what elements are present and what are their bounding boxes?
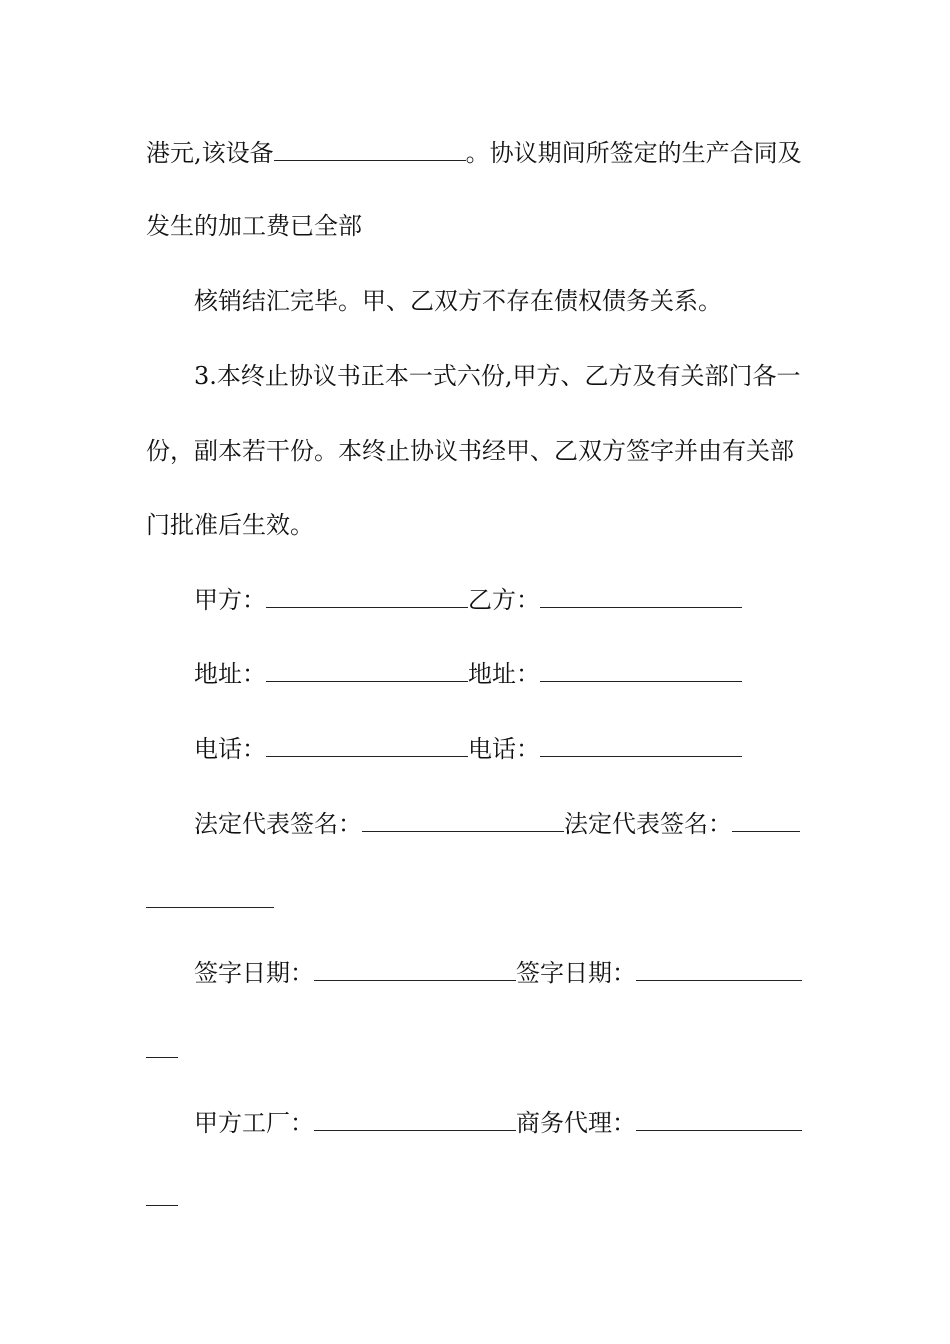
date-row [194,958,802,988]
agent-blank [636,1108,802,1131]
date-b-label: 签字日期： [516,959,636,987]
rep-b-blank-continuation [146,906,274,908]
address-row [194,659,742,689]
paragraph2-line3: 门批准后生效。 [146,511,314,539]
paragraph1-line2: 发生的加工费已全部 [146,212,362,240]
address-b-label: 地址： [468,660,540,688]
date-a-label: 签字日期： [194,959,314,987]
agent-label: 商务代理： [516,1109,636,1137]
party-a-blank [266,585,468,608]
paragraph2-line2: 份，副本若干份。本终止协议书经甲、乙双方签字并由有关部 [146,437,794,465]
factory-agent-row [194,1108,802,1138]
party-b-blank [540,585,742,608]
address-a-blank [266,659,468,682]
agent-blank-continuation [146,1204,178,1206]
rep-a-blank [362,809,564,832]
phone-b-blank [540,734,742,757]
paragraph1-line1-prefix: 港元,该设备 [146,139,274,167]
phone-b-label: 电话： [468,735,540,763]
paragraph1-line3: 核销结汇完毕。甲、乙双方不存在债权债务关系。 [194,287,722,315]
rep-b-label: 法定代表签名： [564,810,732,838]
party-a-label: 甲方： [194,586,266,614]
rep-a-label: 法定代表签名： [194,810,362,838]
factory-blank [314,1108,516,1131]
address-b-blank [540,659,742,682]
phone-row [194,734,742,764]
representative-row [194,809,800,839]
address-a-label: 地址： [194,660,266,688]
date-b-blank-continuation [146,1056,178,1058]
party-row [194,585,742,615]
rep-b-blank [732,809,800,832]
paragraph1-line1-suffix: 。协议期间所签定的生产合同及 [465,139,802,167]
paragraph1-line1 [146,138,802,168]
phone-a-blank [266,734,468,757]
date-b-blank [636,958,802,981]
date-a-blank [314,958,516,981]
equipment-blank [274,138,466,161]
party-b-label: 乙方： [468,586,540,614]
phone-a-label: 电话： [194,735,266,763]
factory-label: 甲方工厂： [194,1109,314,1137]
paragraph2-line1: 3.本终止协议书正本一式六份,甲方、乙方及有关部门各一 [194,362,801,390]
